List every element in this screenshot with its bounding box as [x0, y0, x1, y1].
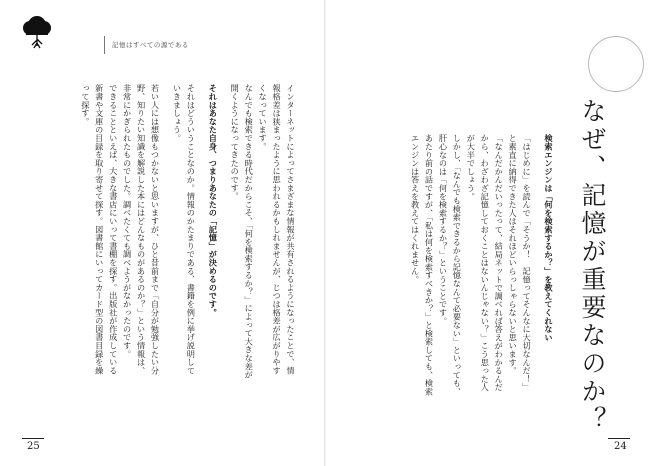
paragraph: なんでも検索できる時代だからこそ、「何を検索するか？」によって大きな差が開くようになってきたのです。: [230, 84, 255, 379]
page-number-left: 25: [27, 441, 40, 452]
spacer: [162, 84, 170, 380]
right-body-text: [408, 134, 555, 396]
paragraph: 「なんだかんだいったって、結局ネットで調べれば答えがわかるんだから、わざわざ記憶しておくことはないんじゃない？」こう思った人が大半でしょう。: [466, 134, 505, 392]
page-number-right: 24: [614, 441, 627, 452]
section-heading: それはあなた自身、つまりあなたの「記憶」が決めるのです。: [208, 84, 219, 317]
tree-icon: [22, 14, 52, 50]
paragraph: 若い人には想像もつかないと思いますが、ひと昔前まで「自分が勉強したい分野、知りたい知識を解説した本にはどんなものがあるのか？」という情報は、非常にかぎられたものでした。調べたくても調べようがなかったのです。: [122, 84, 161, 375]
page-number-rule: [22, 438, 44, 439]
section-heading: 検索エンジンは「何を検索するか？」を教えてくれない: [544, 134, 554, 342]
spacer: [197, 84, 205, 380]
paragraph: できることといえば、大きな書店にいって書棚を探す。出版社が作成している新書や文庫の目録を取り寄せて探す。図書館にいってカード型の図書目録を繰って探す。: [80, 84, 119, 375]
header-divider: [104, 36, 105, 54]
chapter-circle: [588, 36, 644, 92]
paragraph: インターネットによってさまざまな情報が共有されるようになったことで、情報格差は狭まったように思われるかもしれませんが、じつは格差が広がりやすくなっています。: [258, 84, 296, 375]
left-body-text: [78, 84, 297, 380]
right-page: [325, 0, 650, 466]
paragraph: 「はじめに」を読んで「そうか！ 記憶ってそんなに大切なんだ！」と素直に納得できた人はそれほどいらっしゃらないと思います。: [508, 134, 533, 392]
spacer: [219, 84, 227, 380]
running-head: 記憶はすべての源である: [112, 41, 189, 49]
chapter-title: なぜ、記憶が重要なのか？: [578, 98, 607, 434]
paragraph: あたり前の話ですが、「私は何を検索すべきか？」と検索しても、検索エンジンは答えを教えてはくれません。: [410, 134, 435, 396]
paragraph: それはどういうことなのか。情報のかたまりである、書籍を例に挙げ説明していきましょう。: [172, 84, 197, 375]
page-number-rule: [608, 438, 630, 439]
spacer: [533, 134, 541, 396]
paragraph: しかし、「なんでも検索できるから記憶なんて必要ない」といっても、肝心なのは「何を検索するか？」ということです。: [438, 134, 463, 396]
